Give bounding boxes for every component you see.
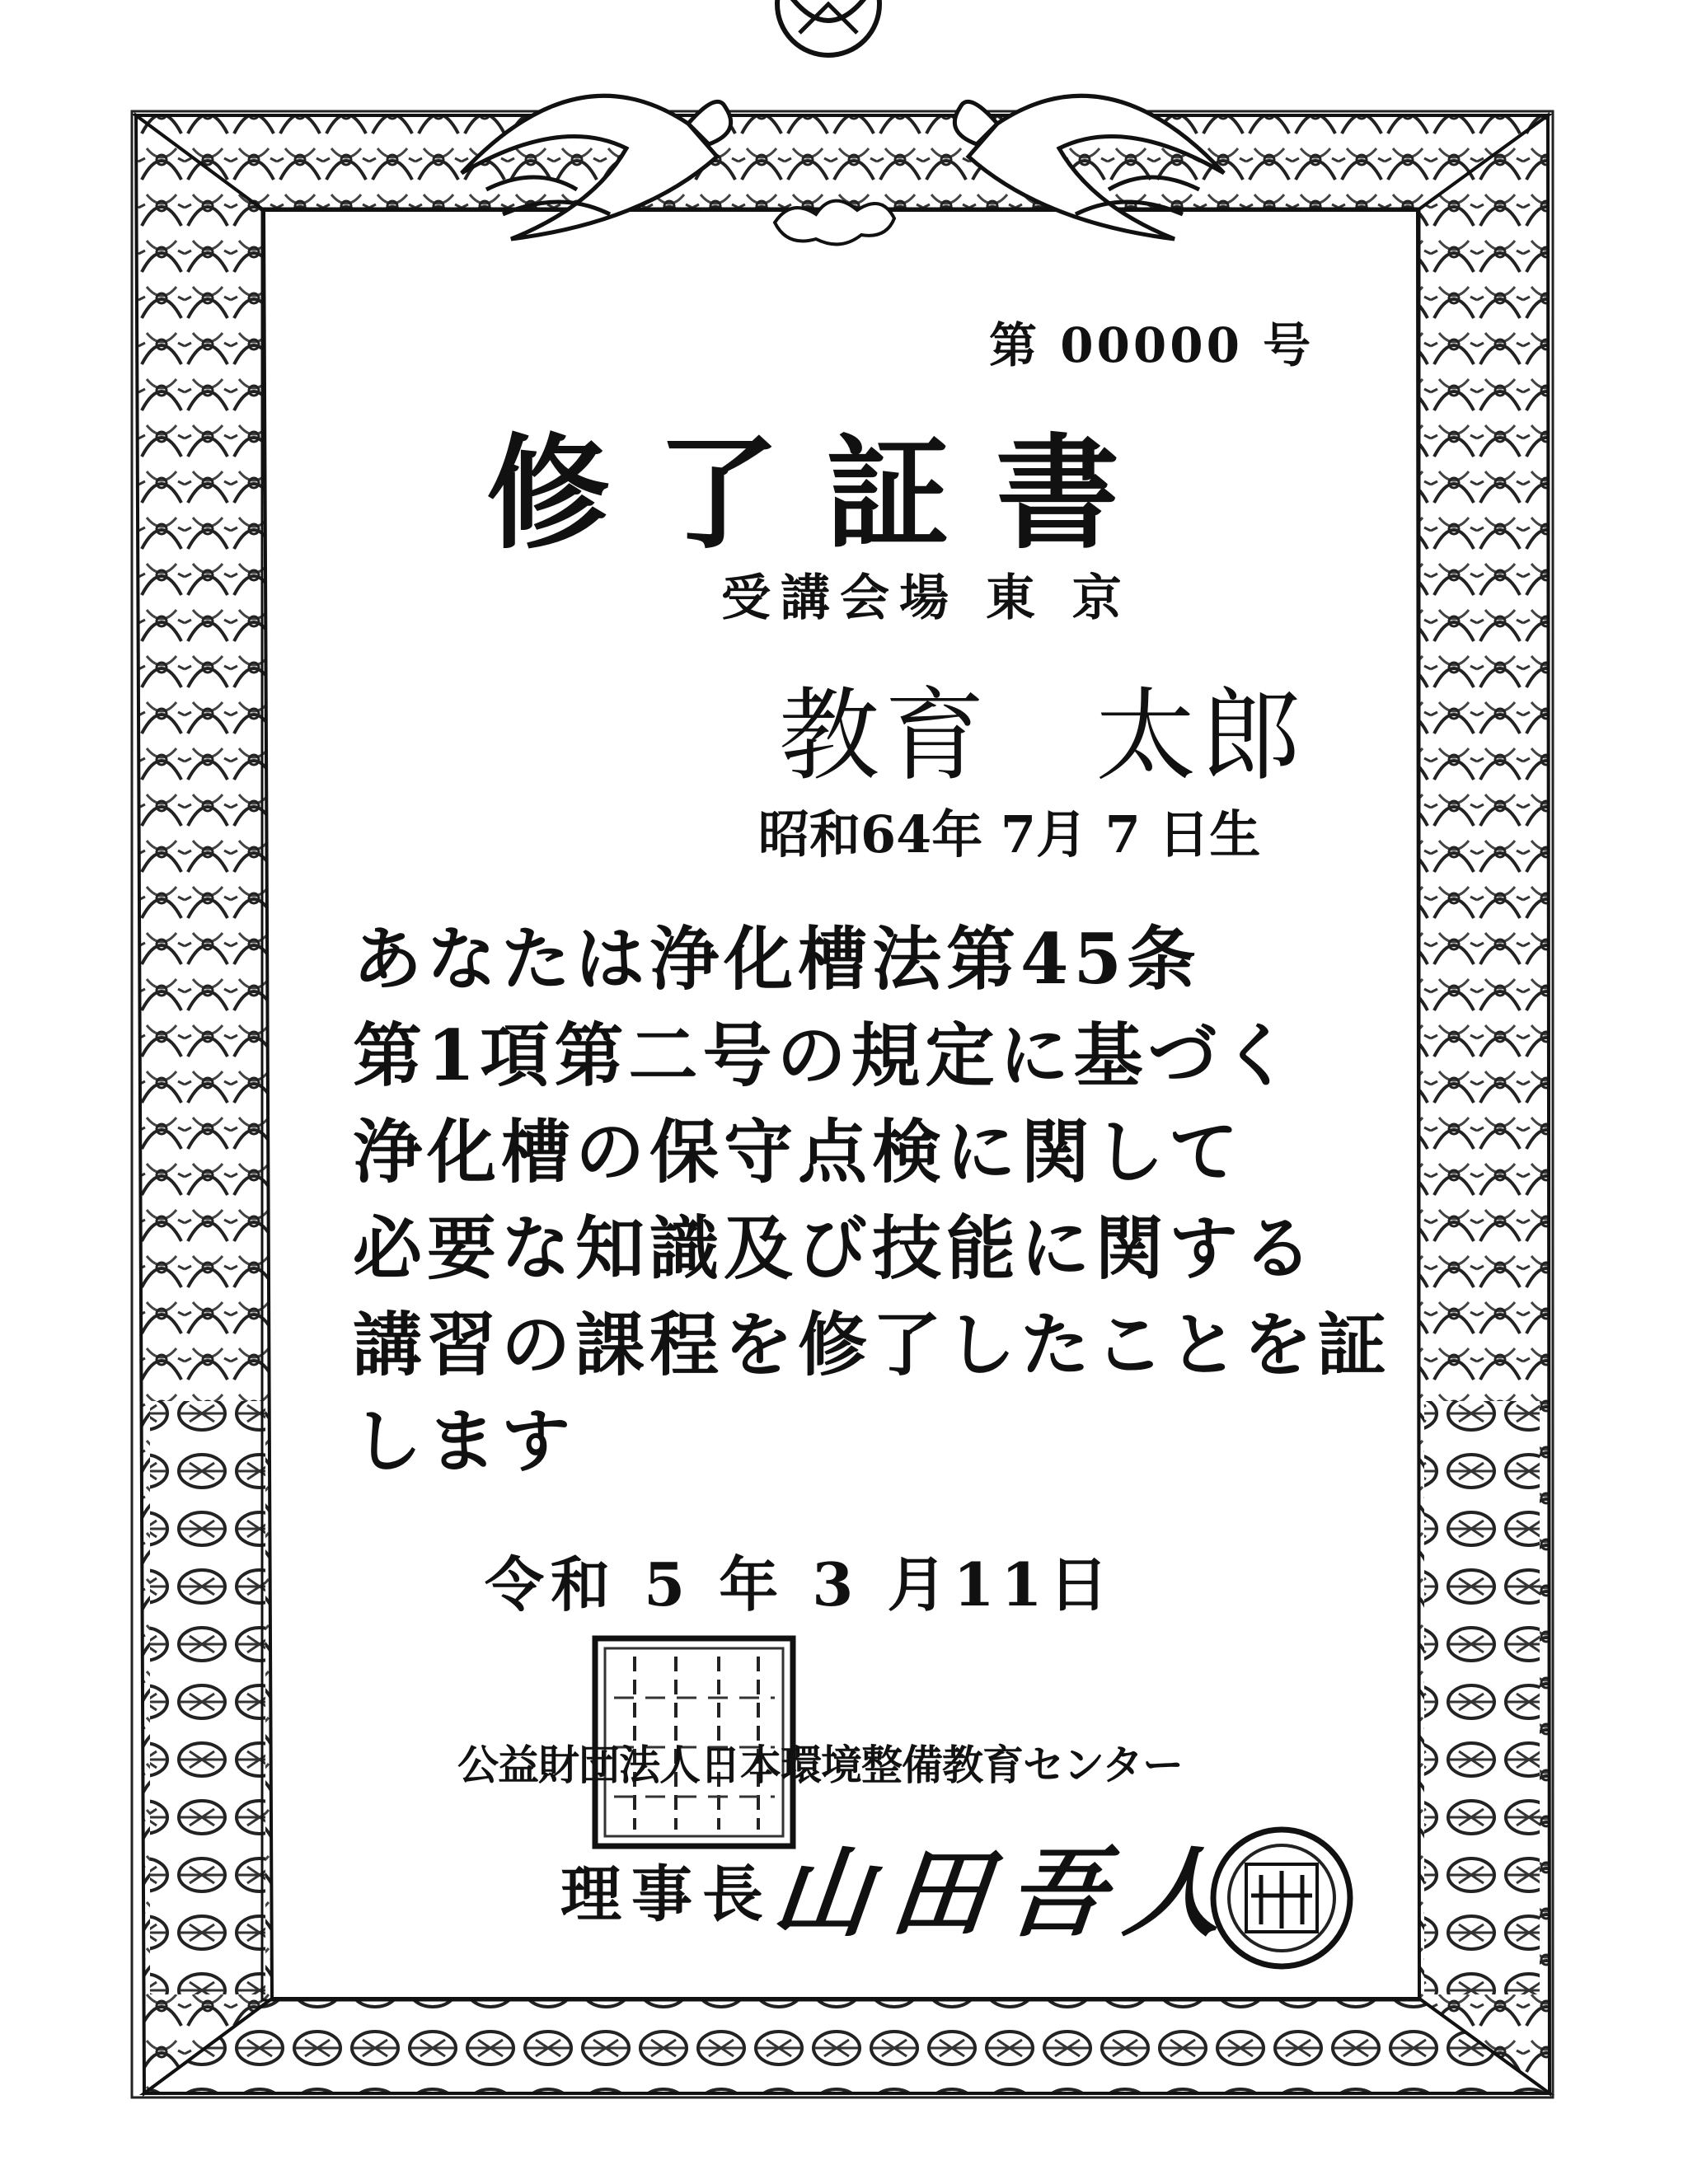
frame-left-leaves <box>150 1401 265 1994</box>
issue-date: 令和 5 年 3 月11日 <box>485 1549 1115 1619</box>
body-line: 講習の課程を修了したことを証 <box>353 1304 1392 1385</box>
certificate-body <box>353 911 1392 1489</box>
director-signature: 山田吾人 <box>767 1835 1249 1950</box>
frame-right-leaves <box>1424 1401 1540 1994</box>
top-crest-emblem <box>777 0 879 55</box>
cloud-ornament <box>775 201 894 245</box>
birth-date: 昭和64年 7月 7 日生 <box>758 804 1261 865</box>
body-line: 第1項第二号の規定に基づく <box>353 1015 1296 1096</box>
body-line: あなたは浄化槽法第45条 <box>353 918 1201 1000</box>
certificate-title: 修了証書 <box>486 421 1166 566</box>
recipient-name: 教育 太郎 <box>779 677 1306 794</box>
venue-label: 受講会場 東 京 <box>721 569 1132 627</box>
frame-top-band <box>136 115 1548 210</box>
body-line: します <box>353 1400 576 1482</box>
issuing-organization: 公益財団法人日本環境整備教育センター <box>457 1741 1183 1789</box>
signer-title: 理事長 <box>560 1859 773 1930</box>
body-line: 必要な知識及び技能に関する <box>353 1207 1318 1289</box>
body-line: 浄化槽の保守点検に関して <box>353 1111 1244 1193</box>
certificate-number: 第 00000 号 <box>989 317 1315 373</box>
frame-bottom-band <box>144 1999 1550 2093</box>
